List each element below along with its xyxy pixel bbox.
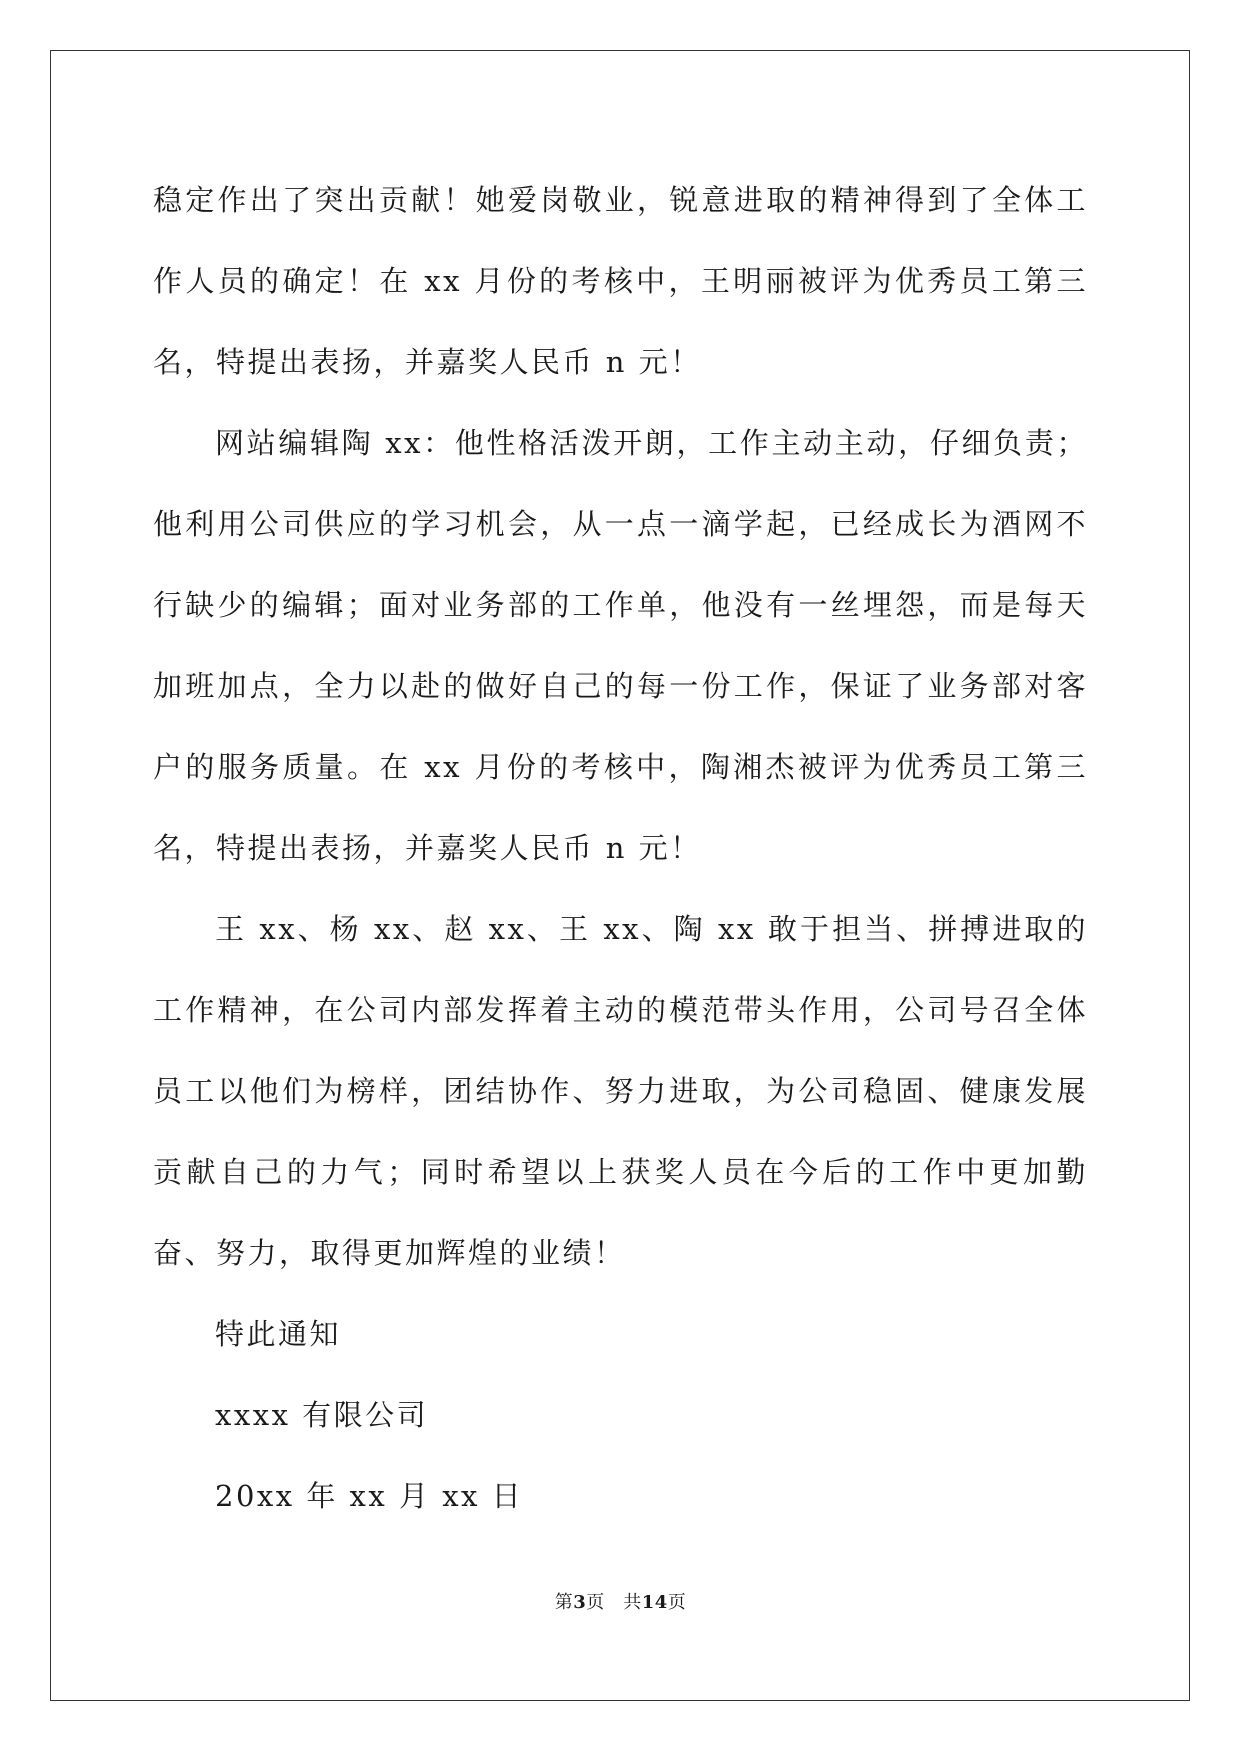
paragraph-commendation-tao: 网站编辑陶 xx：他性格活泼开朗，工作主动主动，仔细负责；他利用公司供应的学习机会，从一点一滴学起，已经成长为酒网不行缺少的编辑；面对业务部的工作单，他没有一丝埋怨，而是每天加班加点，全力以赴的做好自己的每一份工作，保证了业务部对客户的服务质量。在 xx 月份的考核中，陶湘杰被评为优秀员工第三名，特提出表扬，并嘉奖人民币 n 元！ <box>153 426 1088 865</box>
total-page-count: 14 <box>641 1592 668 1613</box>
paragraph-team-praise: 王 xx、杨 xx、赵 xx、王 xx、陶 xx 敢于担当、拼搏进取的工作精神，在公司内部发挥着主动的模范带头作用，公司号召全体员工以他们为榜样，团结协作、努力进取，为公司稳固、健康发展贡献自己的力气；同时希望以上获奖人员在今后的工作中更加勤奋、努力，取得更加辉煌的业绩！ <box>153 912 1088 1270</box>
current-page-number: 3 <box>573 1592 587 1613</box>
closing-notice: 特此通知 <box>215 1317 342 1351</box>
document-date: 20xx 年 xx 月 xx 日 <box>215 1479 524 1513</box>
document-body <box>153 160 1088 1537</box>
paragraph-commendation-wang: 稳定作出了突出贡献！她爱岗敬业，锐意进取的精神得到了全体工作人员的确定！在 xx 月份的考核中，王明丽被评为优秀员工第三名，特提出表扬，并嘉奖人民币 n 元！ <box>153 183 1088 379</box>
page-prefix: 第 <box>554 1592 574 1613</box>
page-footer <box>0 1588 1241 1614</box>
page-mid: 页 共 <box>586 1592 642 1613</box>
company-signature: xxxx 有限公司 <box>215 1398 429 1432</box>
page-suffix: 页 <box>667 1592 687 1613</box>
